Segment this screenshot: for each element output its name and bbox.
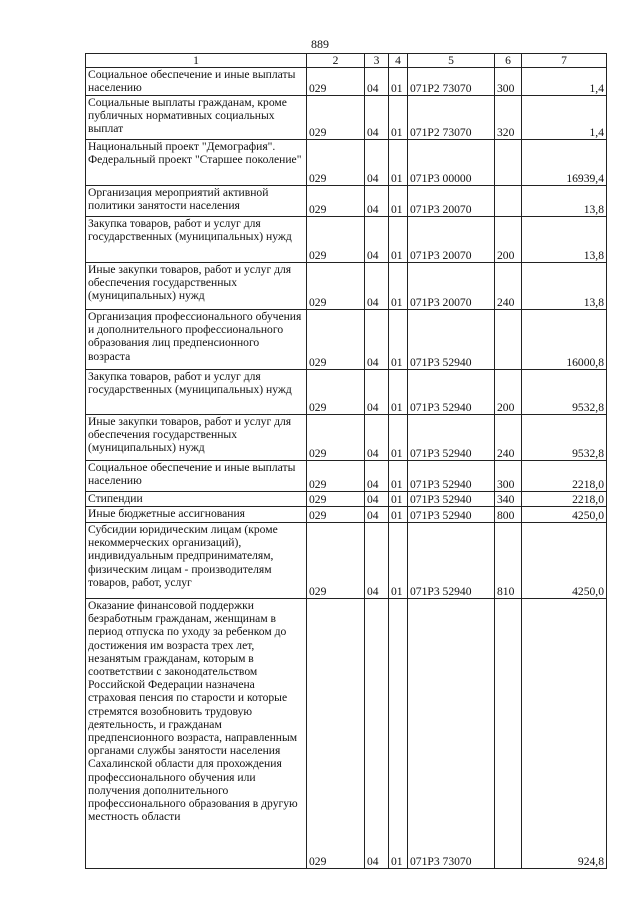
cell-subsection: 01	[389, 68, 408, 96]
row-name: Закупка товаров, работ и услуг для государственных (муниципальных) нужд	[86, 370, 307, 415]
row-name: Организация профессионального обучения и дополнительного профессионального образования лиц предпенсионного возраста	[86, 310, 307, 370]
header-row	[86, 54, 607, 68]
header-cell: 7	[522, 54, 607, 68]
row-name: Социальные выплаты гражданам, кроме публичных нормативных социальных выплат	[86, 96, 307, 140]
cell-target: 071P3 52940	[408, 370, 495, 415]
table-row	[86, 310, 607, 370]
cell-target: 071P3 52940	[408, 523, 495, 599]
cell-subsection: 01	[389, 370, 408, 415]
row-name: Иные бюджетные ассигнования	[86, 507, 307, 523]
cell-section: 04	[365, 217, 389, 263]
row-name: Социальное обеспечение и иные выплаты населению	[86, 461, 307, 492]
cell-amount: 4250,0	[522, 507, 607, 523]
row-name: Закупка товаров, работ и услуг для государственных (муниципальных) нужд	[86, 217, 307, 263]
cell-code: 029	[307, 217, 365, 263]
cell-amount: 13,8	[522, 217, 607, 263]
table-row	[86, 370, 607, 415]
cell-amount: 16939,4	[522, 140, 607, 186]
cell-code: 029	[307, 263, 365, 310]
cell-code: 029	[307, 310, 365, 370]
header-cell: 1	[86, 54, 307, 68]
cell-subsection: 01	[389, 96, 408, 140]
cell-amount: 16000,8	[522, 310, 607, 370]
cell-target: 071P3 52940	[408, 507, 495, 523]
header-cell: 2	[307, 54, 365, 68]
cell-section: 04	[365, 186, 389, 217]
row-name: Национальный проект "Демография". Федеральный проект "Старшее поколение"	[86, 140, 307, 186]
cell-expense-type: 300	[495, 461, 522, 492]
cell-amount: 13,8	[522, 186, 607, 217]
cell-amount: 9532,8	[522, 370, 607, 415]
cell-section: 04	[365, 310, 389, 370]
cell-code: 029	[307, 140, 365, 186]
cell-amount: 4250,0	[522, 523, 607, 599]
cell-code: 029	[307, 507, 365, 523]
cell-code: 029	[307, 599, 365, 869]
cell-expense-type: 800	[495, 507, 522, 523]
cell-target: 071P2 73070	[408, 68, 495, 96]
cell-section: 04	[365, 523, 389, 599]
cell-expense-type	[495, 140, 522, 186]
cell-subsection: 01	[389, 140, 408, 186]
cell-section: 04	[365, 599, 389, 869]
cell-expense-type: 200	[495, 370, 522, 415]
cell-code: 029	[307, 68, 365, 96]
table-row	[86, 140, 607, 186]
cell-section: 04	[365, 492, 389, 507]
table-row	[86, 96, 607, 140]
cell-amount: 1,4	[522, 96, 607, 140]
cell-amount: 2218,0	[522, 461, 607, 492]
table-row	[86, 507, 607, 523]
table-row	[86, 68, 607, 96]
cell-code: 029	[307, 461, 365, 492]
cell-subsection: 01	[389, 310, 408, 370]
cell-expense-type: 300	[495, 68, 522, 96]
header-cell: 4	[389, 54, 408, 68]
cell-subsection: 01	[389, 461, 408, 492]
cell-subsection: 01	[389, 217, 408, 263]
row-name: Иные закупки товаров, работ и услуг для обеспечения государственных (муниципальных) нужд	[86, 263, 307, 310]
cell-expense-type: 340	[495, 492, 522, 507]
cell-target: 071P3 20070	[408, 186, 495, 217]
table-row	[86, 492, 607, 507]
cell-amount: 2218,0	[522, 492, 607, 507]
row-name: Субсидии юридическим лицам (кроме некоммерческих организаций), индивидуальным предпринимателям, физическим лицам - производителям товаров, работ, услуг	[86, 523, 307, 599]
cell-code: 029	[307, 415, 365, 461]
cell-subsection: 01	[389, 599, 408, 869]
cell-target: 071P2 73070	[408, 96, 495, 140]
cell-code: 029	[307, 370, 365, 415]
cell-subsection: 01	[389, 263, 408, 310]
table-row	[86, 523, 607, 599]
cell-subsection: 01	[389, 415, 408, 461]
cell-subsection: 01	[389, 186, 408, 217]
cell-amount: 924,8	[522, 599, 607, 869]
cell-subsection: 01	[389, 523, 408, 599]
table-row	[86, 415, 607, 461]
cell-section: 04	[365, 140, 389, 186]
row-name: Социальное обеспечение и иные выплаты населению	[86, 68, 307, 96]
cell-target: 071P3 73070	[408, 599, 495, 869]
cell-expense-type	[495, 599, 522, 869]
cell-section: 04	[365, 507, 389, 523]
cell-expense-type: 240	[495, 415, 522, 461]
row-name: Организация мероприятий активной политики занятости населения	[86, 186, 307, 217]
cell-code: 029	[307, 523, 365, 599]
cell-amount: 13,8	[522, 263, 607, 310]
cell-code: 029	[307, 96, 365, 140]
cell-target: 071P3 20070	[408, 263, 495, 310]
cell-expense-type: 240	[495, 263, 522, 310]
cell-code: 029	[307, 186, 365, 217]
cell-amount: 9532,8	[522, 415, 607, 461]
cell-code: 029	[307, 492, 365, 507]
table-row	[86, 217, 607, 263]
budget-table	[85, 53, 607, 869]
cell-subsection: 01	[389, 507, 408, 523]
page-number: 889	[311, 37, 329, 51]
cell-target: 071P3 52940	[408, 461, 495, 492]
cell-target: 071P3 00000	[408, 140, 495, 186]
table-row	[86, 186, 607, 217]
cell-expense-type	[495, 310, 522, 370]
header-cell: 6	[495, 54, 522, 68]
cell-expense-type: 200	[495, 217, 522, 263]
cell-target: 071P3 20070	[408, 217, 495, 263]
row-name: Стипендии	[86, 492, 307, 507]
cell-expense-type	[495, 186, 522, 217]
cell-target: 071P3 52940	[408, 415, 495, 461]
cell-section: 04	[365, 96, 389, 140]
cell-expense-type: 320	[495, 96, 522, 140]
cell-subsection: 01	[389, 492, 408, 507]
cell-section: 04	[365, 263, 389, 310]
cell-section: 04	[365, 68, 389, 96]
cell-target: 071P3 52940	[408, 310, 495, 370]
cell-expense-type: 810	[495, 523, 522, 599]
header-cell: 3	[365, 54, 389, 68]
cell-amount: 1,4	[522, 68, 607, 96]
cell-section: 04	[365, 461, 389, 492]
row-name: Оказание финансовой поддержки безработным гражданам, женщинам в период отпуска по уходу за ребенком до достижения им возраста трех лет, незанятым гражданам, которым в соответствии с законодательством Российской Федерации назначена страховая пенсия по старости и которые стремятся возобновить трудовую деятельность, и гражданам предпенсионного возраста, направленным органами службы занятости населения Сахалинской области для прохождения профессионального обучения или получения дополнительного профессионального образования в другую местность области	[86, 599, 307, 869]
cell-target: 071P3 52940	[408, 492, 495, 507]
cell-section: 04	[365, 415, 389, 461]
header-cell: 5	[408, 54, 495, 68]
table-row	[86, 599, 607, 869]
table-row	[86, 263, 607, 310]
cell-section: 04	[365, 370, 389, 415]
table-row	[86, 461, 607, 492]
row-name: Иные закупки товаров, работ и услуг для обеспечения государственных (муниципальных) нужд	[86, 415, 307, 461]
